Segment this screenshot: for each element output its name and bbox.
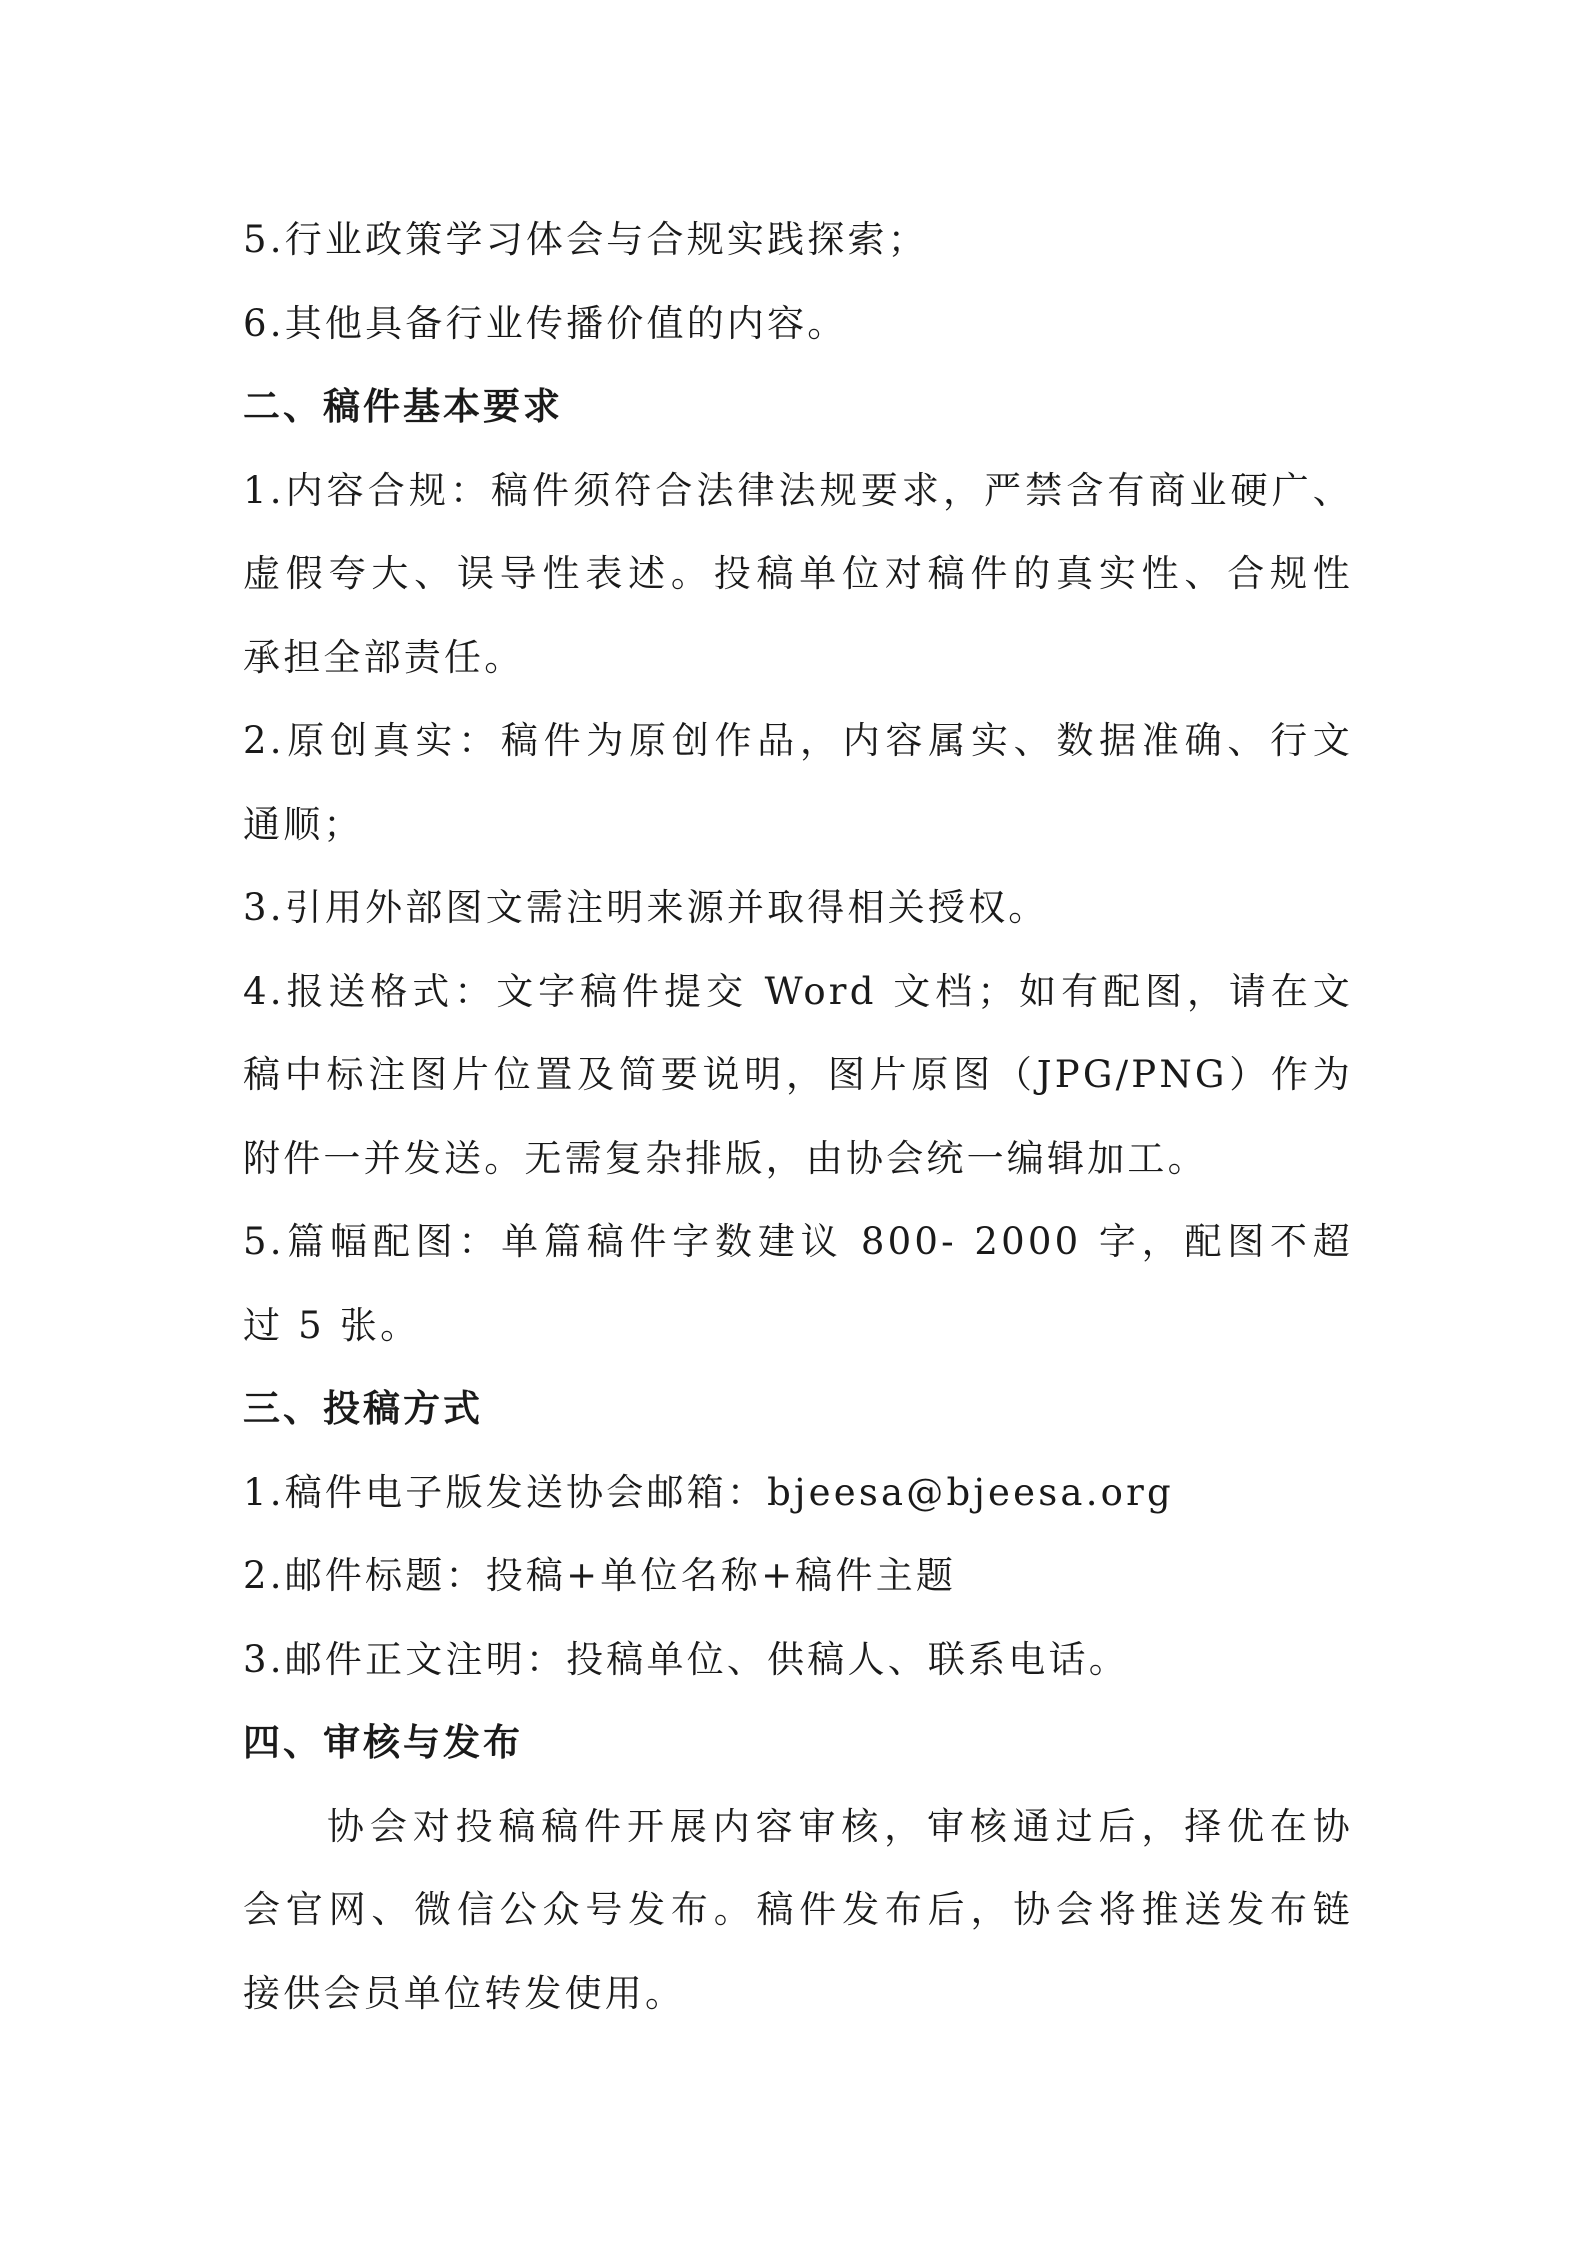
list-item: 5.行业政策学习体会与合规实践探索； [243,218,928,261]
section-heading: 三、投稿方式 [243,1386,483,1430]
paragraph-line: 过 5 张。 [243,1303,421,1347]
paragraph-line: 2.邮件标题：投稿+单位名称+稿件主题 [243,1554,957,1597]
paragraph-line: 会官网、微信公众号发布。稿件发布后，协会将推送发布链 [243,1888,1353,1931]
paragraph-line: 5.篇幅配图：单篇稿件字数建议 800- 2000 字，配图不超 [243,1220,1353,1263]
section-heading: 四、审核与发布 [243,1720,523,1764]
section-heading: 二、稿件基本要求 [243,384,563,428]
paragraph-line: 承担全部责任。 [243,635,525,679]
paragraph-line: 3.引用外部图文需注明来源并取得相关授权。 [243,886,1049,929]
paragraph-line: 通顺； [243,802,364,846]
paragraph-line: 虚假夸大、误导性表述。投稿单位对稿件的真实性、合规性 [243,552,1353,595]
paragraph-line: 3.邮件正文注明：投稿单位、供稿人、联系电话。 [243,1637,1129,1681]
list-item: 6.其他具备行业传播价值的内容。 [243,301,848,345]
paragraph-line: 2.原创真实：稿件为原创作品，内容属实、数据准确、行文 [243,719,1353,762]
paragraph-line: 1.稿件电子版发送协会邮箱：bjeesa@bjeesa.org [243,1470,1174,1514]
document-body [243,198,1353,2035]
paragraph-line: 接供会员单位转发使用。 [243,1971,686,2015]
paragraph-line: 1.内容合规：稿件须符合法律法规要求，严禁含有商业硬广、 [243,468,1353,512]
paragraph-line: 稿中标注图片位置及简要说明，图片原图（JPG/PNG）作为 [243,1053,1353,1096]
paragraph-line: 附件一并发送。无需复杂排版，由协会统一编辑加工。 [243,1136,1208,1180]
paragraph-line: 4.报送格式：文字稿件提交 Word 文档；如有配图，请在文 [243,969,1353,1013]
paragraph-line: 协会对投稿稿件开展内容审核，审核通过后，择优在协 [327,1804,1353,1848]
